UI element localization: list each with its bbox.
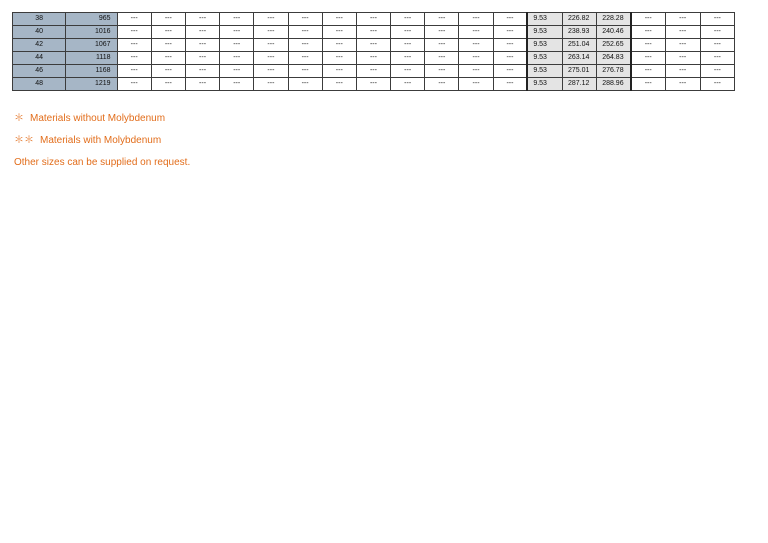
table-cell: --- bbox=[425, 65, 459, 78]
table-cell: --- bbox=[322, 13, 356, 26]
table-row bbox=[13, 26, 735, 39]
table-cell: --- bbox=[391, 65, 425, 78]
table-cell: --- bbox=[254, 52, 288, 65]
table-cell: --- bbox=[185, 78, 219, 91]
table-cell: --- bbox=[254, 78, 288, 91]
table-cell: --- bbox=[117, 39, 151, 52]
table-cell: --- bbox=[391, 26, 425, 39]
table-cell: --- bbox=[117, 52, 151, 65]
table-cell: --- bbox=[356, 65, 390, 78]
table-cell: --- bbox=[493, 52, 527, 65]
table-cell: --- bbox=[700, 52, 734, 65]
table-cell: --- bbox=[665, 39, 700, 52]
table-cell: --- bbox=[220, 13, 254, 26]
table-cell: 965 bbox=[66, 13, 117, 26]
table-cell: --- bbox=[185, 65, 219, 78]
table-cell: --- bbox=[220, 26, 254, 39]
table-cell: --- bbox=[288, 13, 322, 26]
note-with-molybdenum-text: Materials with Molybdenum bbox=[40, 135, 162, 146]
table-cell: --- bbox=[459, 26, 493, 39]
table-cell: 1118 bbox=[66, 52, 117, 65]
table-cell: --- bbox=[322, 26, 356, 39]
table-cell: --- bbox=[459, 13, 493, 26]
table-row bbox=[13, 65, 735, 78]
table-cell: --- bbox=[631, 52, 665, 65]
table-cell: 9.53 bbox=[527, 26, 562, 39]
table-cell: 1219 bbox=[66, 78, 117, 91]
table-row bbox=[13, 13, 735, 26]
table-cell: --- bbox=[151, 78, 185, 91]
table-cell: --- bbox=[220, 52, 254, 65]
table-cell: 238.93 bbox=[563, 26, 597, 39]
table-cell: --- bbox=[356, 39, 390, 52]
table-cell: --- bbox=[322, 39, 356, 52]
table-cell: --- bbox=[288, 65, 322, 78]
table-cell: --- bbox=[425, 52, 459, 65]
table-cell: --- bbox=[493, 13, 527, 26]
table-cell: --- bbox=[220, 65, 254, 78]
table-cell: --- bbox=[288, 26, 322, 39]
table-cell: --- bbox=[665, 26, 700, 39]
table-cell: --- bbox=[288, 78, 322, 91]
table-cell: --- bbox=[185, 26, 219, 39]
table-cell: 251.04 bbox=[563, 39, 597, 52]
notes-section bbox=[14, 108, 190, 174]
table-cell: --- bbox=[665, 78, 700, 91]
table-body bbox=[13, 13, 735, 91]
table-cell: --- bbox=[459, 52, 493, 65]
table-cell: 9.53 bbox=[527, 65, 562, 78]
table-cell: 1168 bbox=[66, 65, 117, 78]
table-cell: 240.46 bbox=[597, 26, 631, 39]
table-cell: 44 bbox=[13, 52, 66, 65]
table-cell: --- bbox=[459, 78, 493, 91]
table-cell: 9.53 bbox=[527, 78, 562, 91]
pipe-dimension-table bbox=[12, 12, 735, 91]
table-cell: --- bbox=[631, 39, 665, 52]
table-cell: --- bbox=[185, 52, 219, 65]
table-cell: --- bbox=[665, 52, 700, 65]
table-cell: --- bbox=[117, 78, 151, 91]
table-cell: 1067 bbox=[66, 39, 117, 52]
table-cell: --- bbox=[391, 13, 425, 26]
table-cell: --- bbox=[185, 13, 219, 26]
table-row bbox=[13, 78, 735, 91]
table-cell: --- bbox=[391, 39, 425, 52]
table-cell: --- bbox=[356, 13, 390, 26]
table-cell: 1016 bbox=[66, 26, 117, 39]
table-cell: 38 bbox=[13, 13, 66, 26]
table-cell: --- bbox=[322, 78, 356, 91]
table-cell: --- bbox=[493, 26, 527, 39]
table-cell: 228.28 bbox=[597, 13, 631, 26]
table-cell: --- bbox=[322, 52, 356, 65]
table-cell: --- bbox=[185, 39, 219, 52]
table-row bbox=[13, 39, 735, 52]
table-cell: --- bbox=[425, 39, 459, 52]
table-cell: --- bbox=[700, 26, 734, 39]
table-cell: --- bbox=[288, 39, 322, 52]
table-cell: --- bbox=[254, 13, 288, 26]
table-cell: --- bbox=[220, 78, 254, 91]
table-cell: 287.12 bbox=[563, 78, 597, 91]
table-cell: 40 bbox=[13, 26, 66, 39]
table-cell: --- bbox=[665, 13, 700, 26]
table-cell: 288.96 bbox=[597, 78, 631, 91]
table-cell: 9.53 bbox=[527, 52, 562, 65]
table-cell: --- bbox=[493, 65, 527, 78]
table-cell: --- bbox=[459, 65, 493, 78]
table-cell: --- bbox=[117, 65, 151, 78]
table-cell: --- bbox=[288, 52, 322, 65]
table-cell: --- bbox=[391, 78, 425, 91]
note-without-molybdenum bbox=[14, 108, 190, 130]
table-cell: --- bbox=[151, 52, 185, 65]
table-cell: --- bbox=[631, 26, 665, 39]
table-cell: 263.14 bbox=[563, 52, 597, 65]
note-with-molybdenum bbox=[14, 130, 190, 152]
note-without-molybdenum-text: Materials without Molybdenum bbox=[30, 113, 166, 124]
table-cell: 42 bbox=[13, 39, 66, 52]
table-cell: 46 bbox=[13, 65, 66, 78]
table-row bbox=[13, 52, 735, 65]
table-cell: --- bbox=[700, 78, 734, 91]
table-cell: 264.83 bbox=[597, 52, 631, 65]
table-cell: --- bbox=[117, 13, 151, 26]
table-cell: --- bbox=[631, 65, 665, 78]
table-cell: --- bbox=[151, 39, 185, 52]
table-cell: --- bbox=[356, 52, 390, 65]
table-cell: --- bbox=[631, 78, 665, 91]
table-cell: --- bbox=[493, 78, 527, 91]
table-cell: --- bbox=[220, 39, 254, 52]
table-cell: --- bbox=[151, 26, 185, 39]
table-cell: --- bbox=[254, 39, 288, 52]
table-cell: 48 bbox=[13, 78, 66, 91]
table-cell: --- bbox=[151, 65, 185, 78]
table-cell: --- bbox=[700, 13, 734, 26]
table-cell: --- bbox=[425, 78, 459, 91]
table-cell: 9.53 bbox=[527, 39, 562, 52]
table-cell: 252.65 bbox=[597, 39, 631, 52]
supply-note: Other sizes can be supplied on request. bbox=[14, 157, 191, 168]
table-cell: 9.53 bbox=[527, 13, 562, 26]
table-cell: --- bbox=[700, 39, 734, 52]
double-star-marker: ＊＊ bbox=[14, 135, 34, 146]
table-cell: 226.82 bbox=[563, 13, 597, 26]
table-cell: --- bbox=[391, 52, 425, 65]
table-cell: --- bbox=[356, 26, 390, 39]
table-cell: 275.01 bbox=[563, 65, 597, 78]
table-cell: --- bbox=[425, 13, 459, 26]
table-cell: 276.78 bbox=[597, 65, 631, 78]
single-star-marker: ＊ bbox=[14, 113, 24, 124]
table-cell: --- bbox=[425, 26, 459, 39]
table-cell: --- bbox=[322, 65, 356, 78]
table-cell: --- bbox=[254, 65, 288, 78]
table-cell: --- bbox=[459, 39, 493, 52]
table-cell: --- bbox=[117, 26, 151, 39]
table-cell: --- bbox=[493, 39, 527, 52]
table-cell: --- bbox=[356, 78, 390, 91]
table-cell: --- bbox=[631, 13, 665, 26]
table-cell: --- bbox=[700, 65, 734, 78]
table-cell: --- bbox=[151, 13, 185, 26]
table-cell: --- bbox=[665, 65, 700, 78]
table-cell: --- bbox=[254, 26, 288, 39]
